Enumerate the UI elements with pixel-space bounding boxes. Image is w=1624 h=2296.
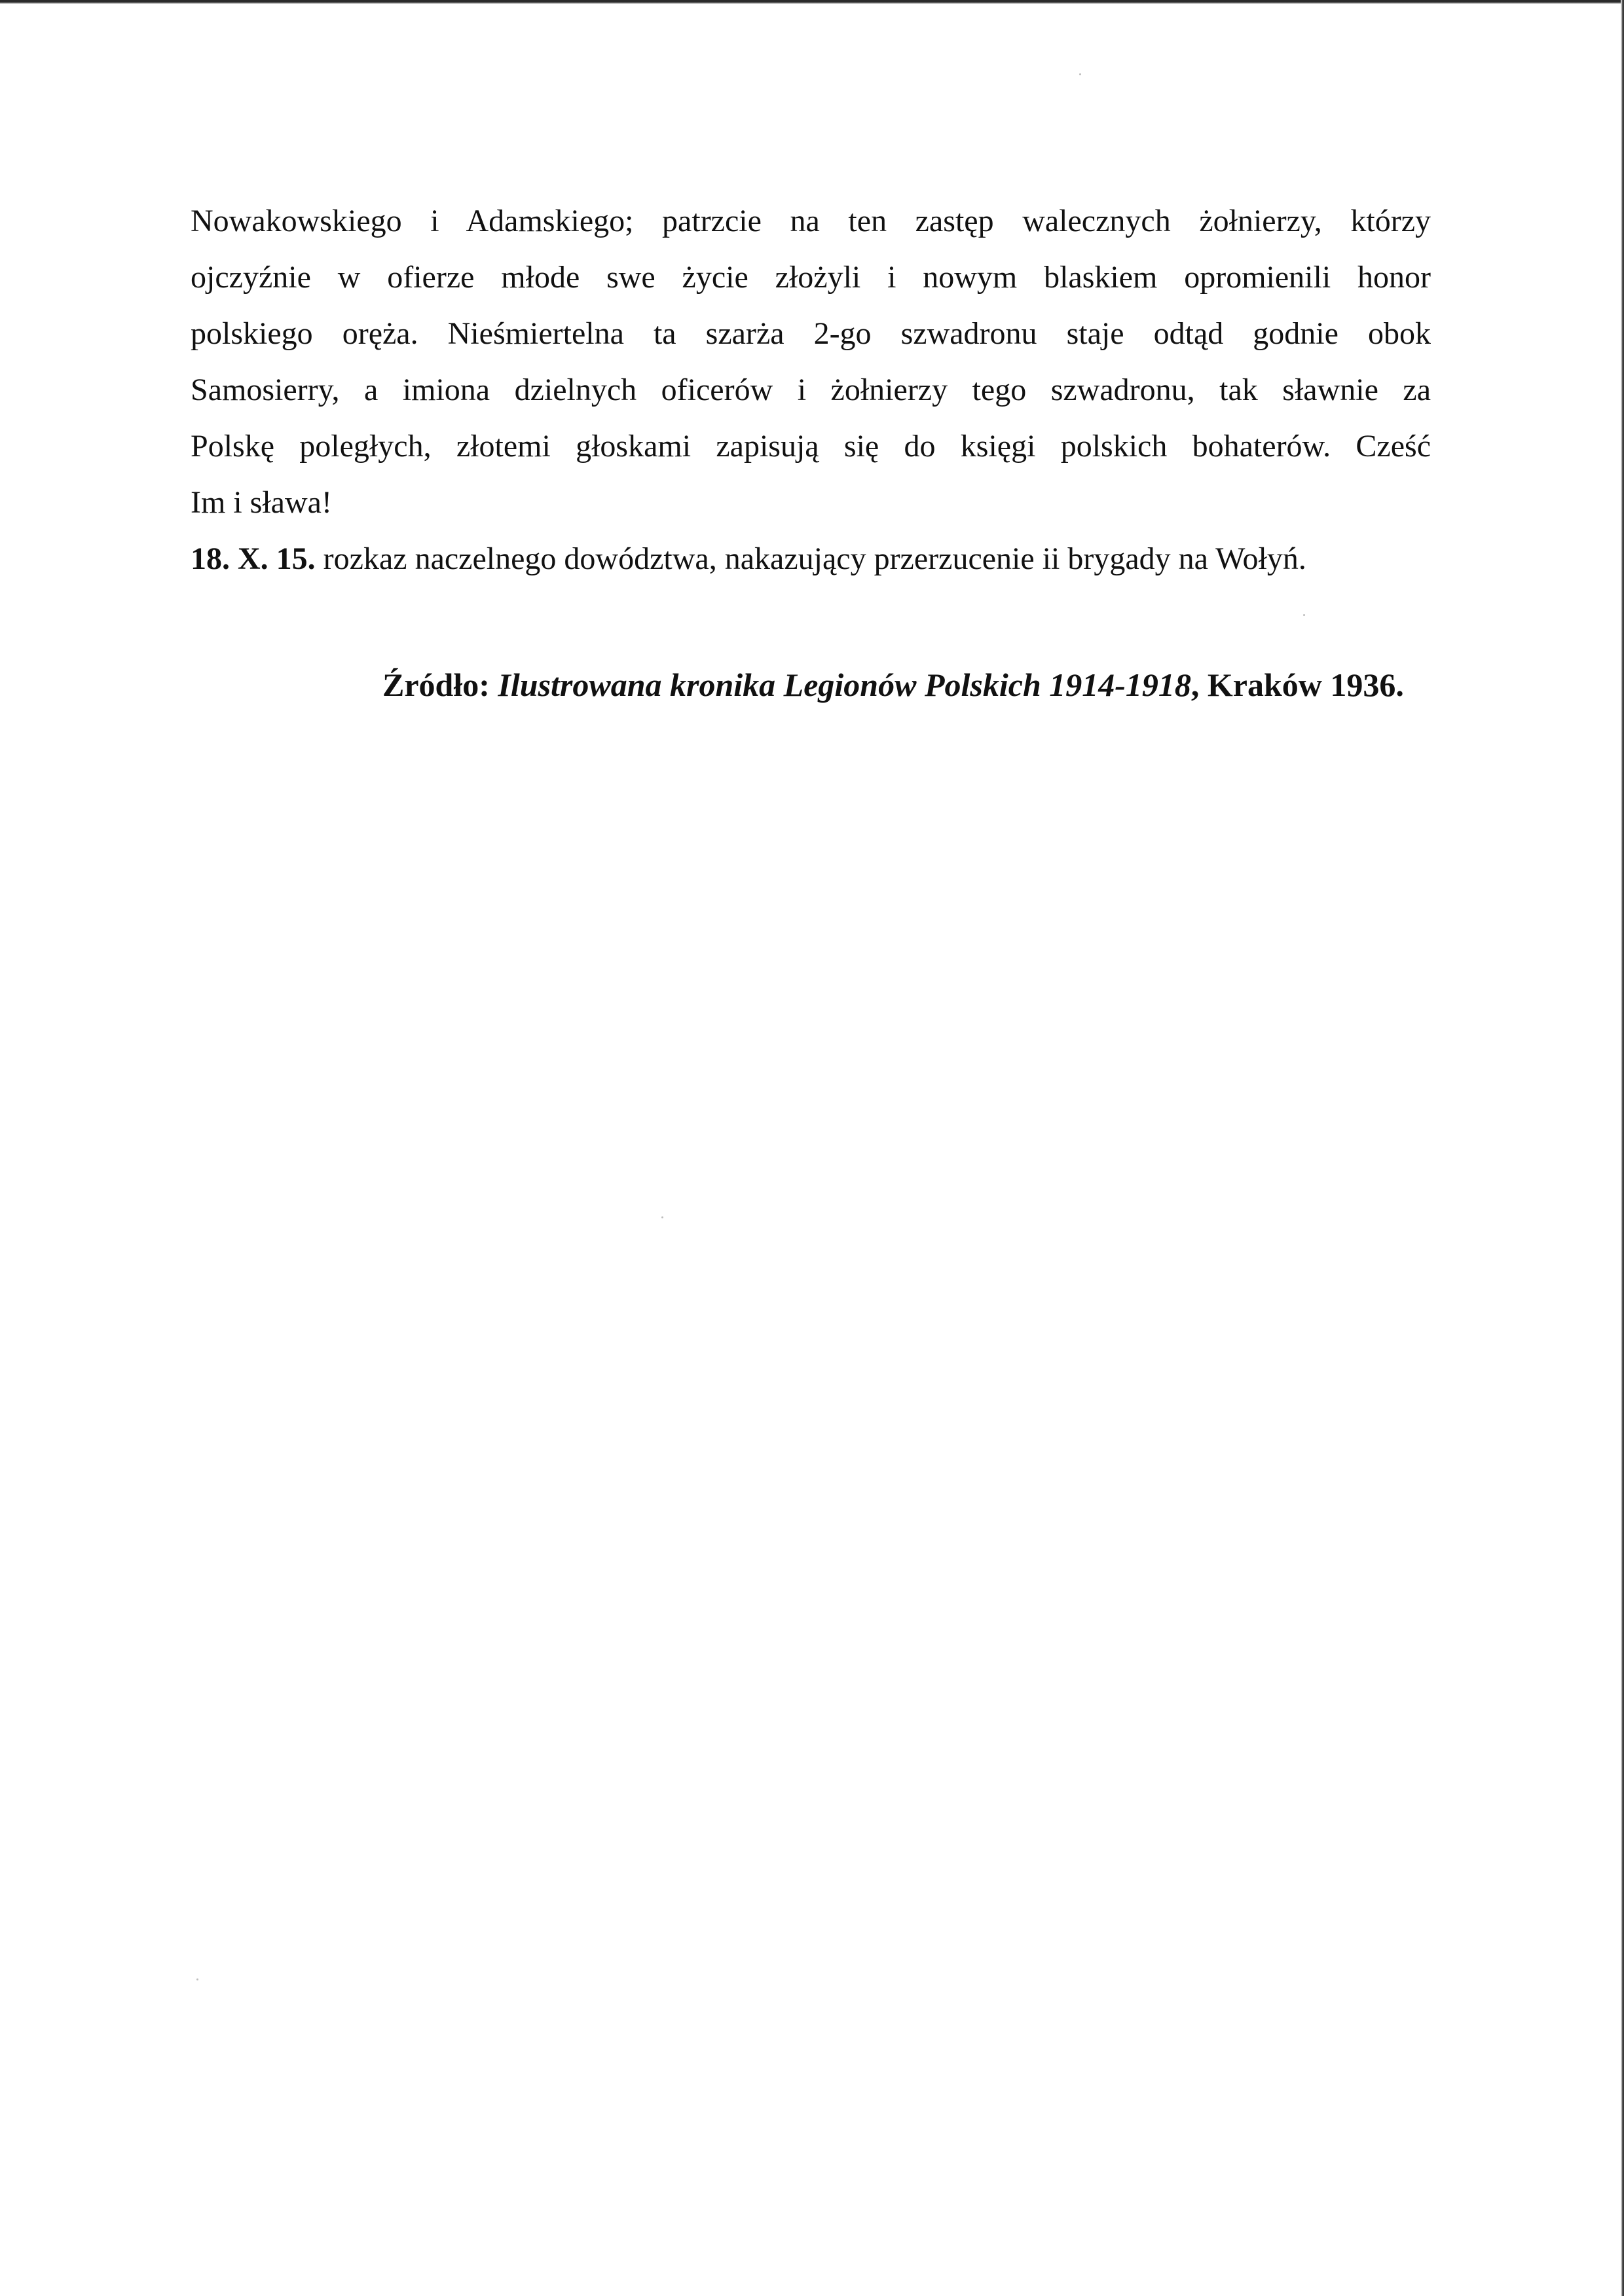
source-title: Ilustrowana kronika Legionów Polskich 1914-1918	[498, 666, 1191, 703]
entry-text: rozkaz naczelnego dowództwa, nakazujący przerzucenie ii brygady na Wołyń.	[315, 541, 1306, 576]
entry-date: 18. X. 15.	[191, 541, 316, 576]
scan-speck	[196, 1978, 198, 1980]
body-line-1: Nowakowskiego i Adamskiego; patrzcie na ten zastęp walecznych żołnierzy, którzy	[191, 204, 1431, 238]
body-line-2: ojczyźnie w ofierze młode swe życie złożyli i nowym blaskiem opromienili honor	[191, 260, 1431, 295]
source-citation	[382, 665, 1404, 704]
source-rest: , Kraków 1936.	[1190, 666, 1404, 703]
source-label: Źródło:	[382, 666, 498, 703]
scan-speck	[1303, 614, 1305, 616]
scan-top-edge	[0, 0, 1624, 4]
scan-speck	[1079, 73, 1081, 75]
body-line-4: Samosierry, a imiona dzielnych oficerów i żołnierzy tego szwadronu, tak sławnie za	[191, 373, 1431, 407]
body-line-3: polskiego oręża. Nieśmiertelna ta szarża 2-go szwadronu staje odtąd godnie obok	[191, 316, 1431, 351]
scan-right-edge	[1621, 0, 1624, 2296]
scan-speck	[661, 1216, 663, 1218]
body-line-6: Im i sława!	[191, 485, 332, 520]
body-line-5: Polskę poległych, złotemi głoskami zapisują się do księgi polskich bohaterów. Cześć	[191, 429, 1431, 464]
chronicle-entry	[191, 539, 1431, 579]
